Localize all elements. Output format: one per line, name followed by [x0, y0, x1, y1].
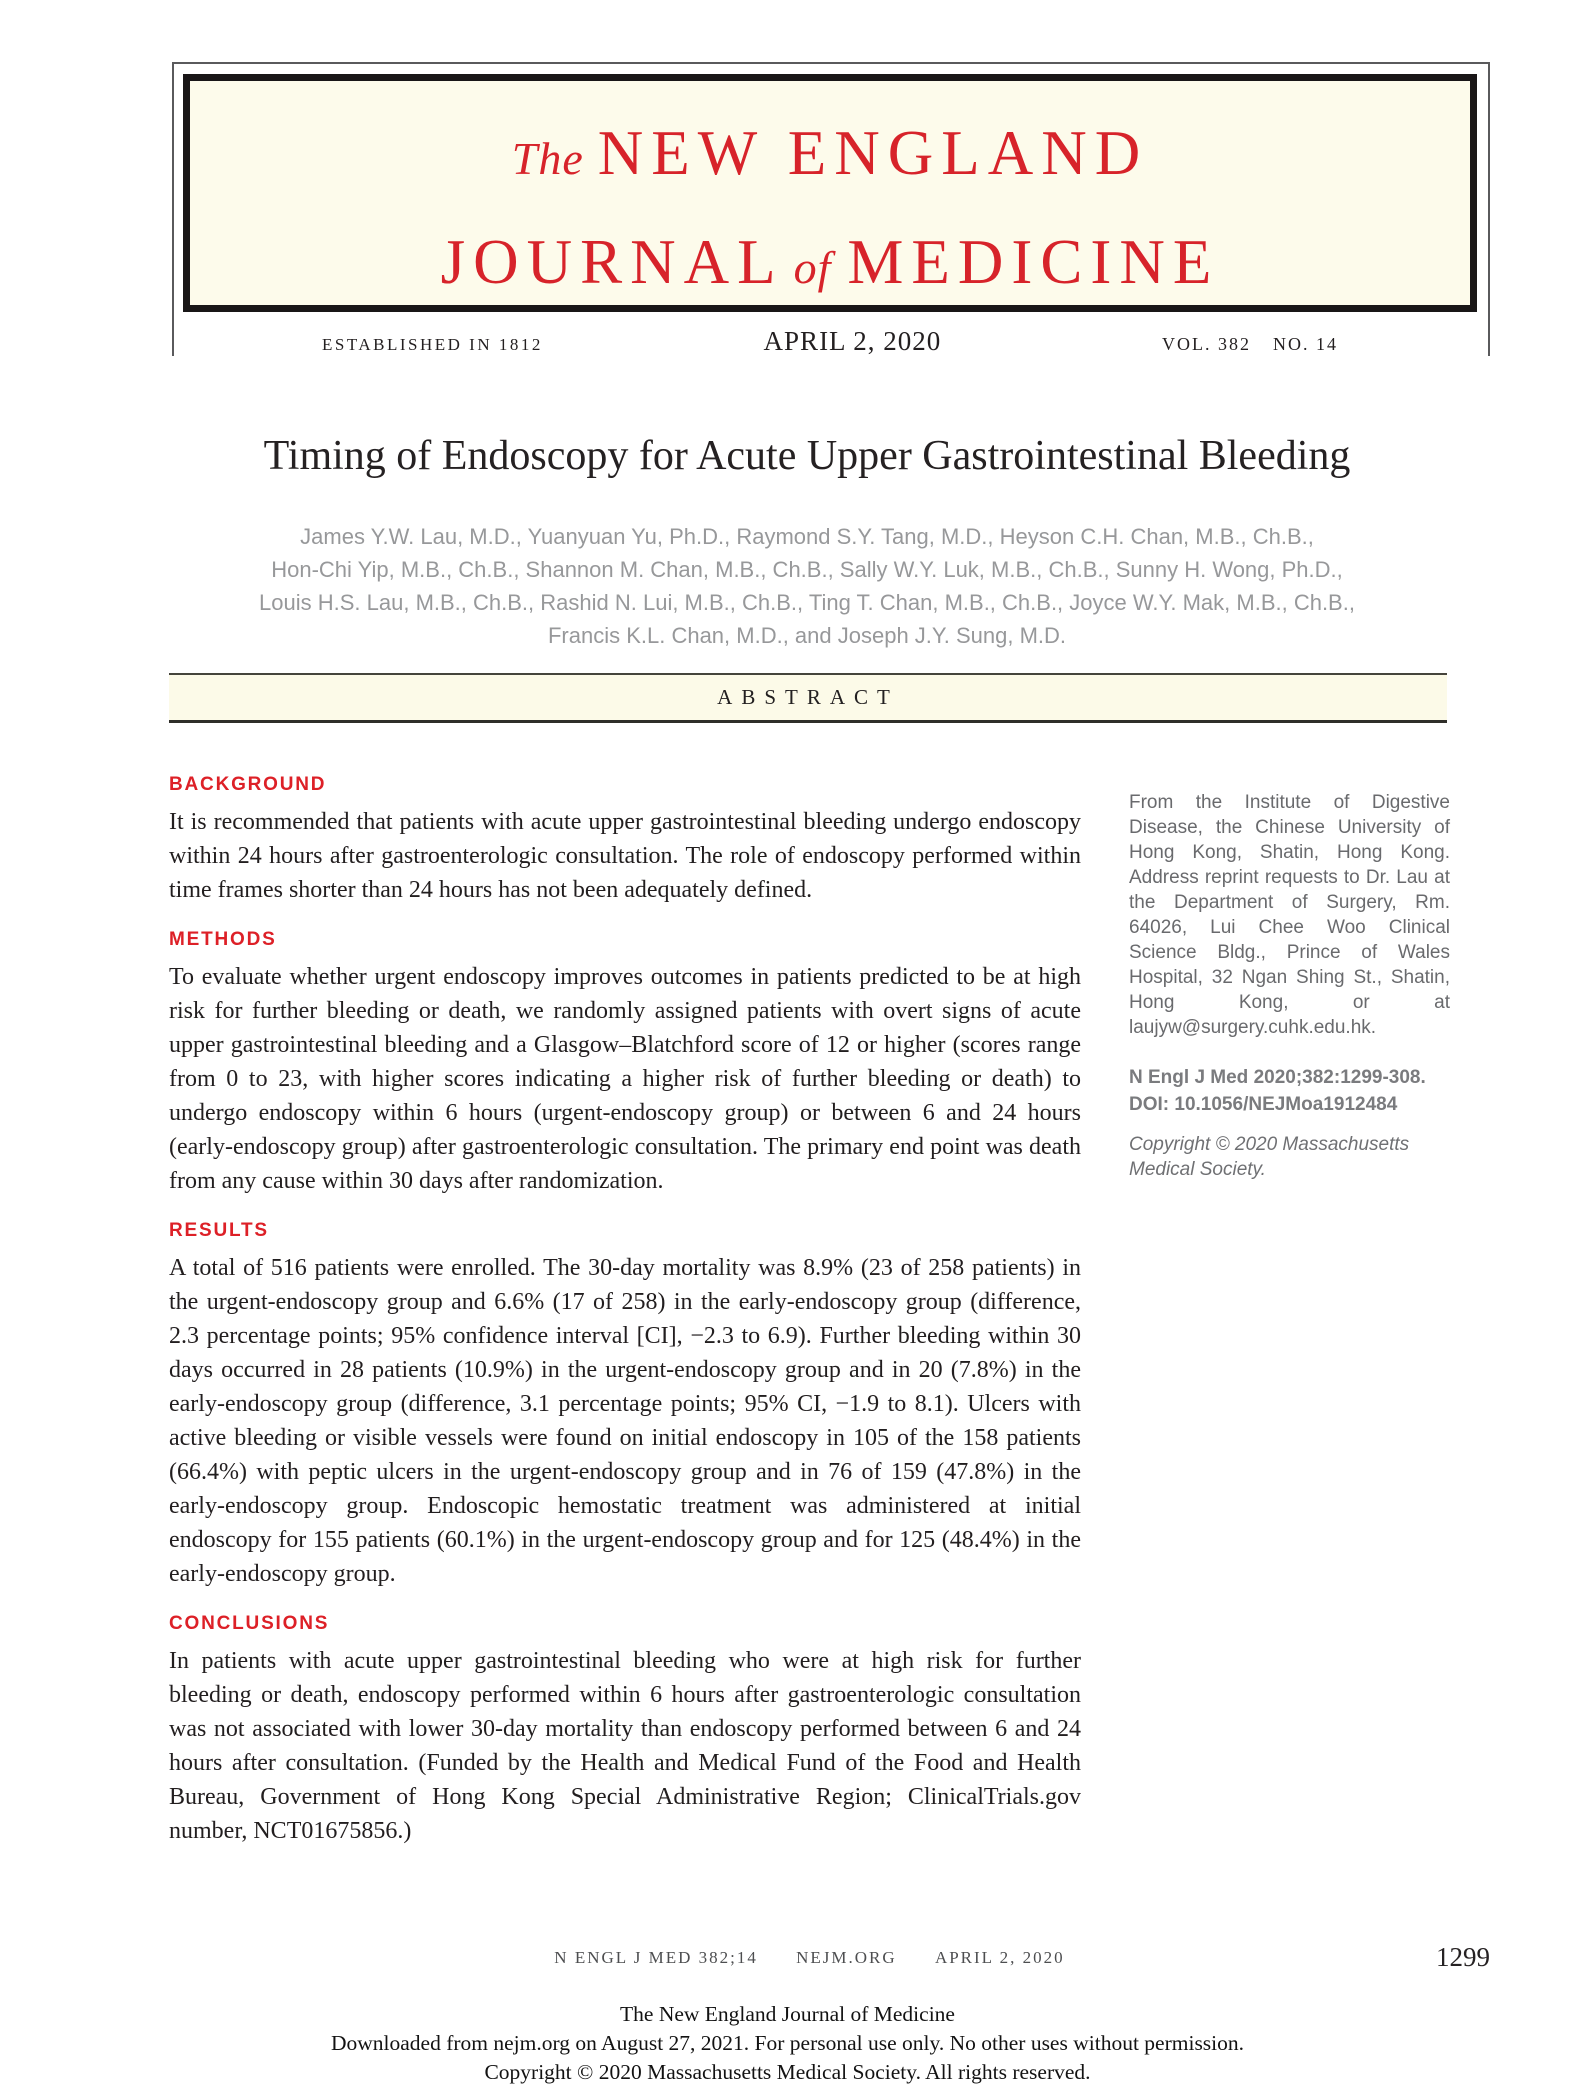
issue-dateline: [172, 326, 1488, 357]
footer-site: NEJM.ORG: [796, 1948, 897, 1967]
abstract-column: [169, 764, 1081, 1848]
footer-citation: N ENGL J MED 382;14: [554, 1948, 758, 1967]
volume-label: VOL. 382: [1162, 334, 1251, 354]
abstract-label: ABSTRACT: [717, 685, 899, 709]
running-footer: [169, 1948, 1450, 1968]
number-label: NO. 14: [1273, 334, 1338, 354]
author-line: Louis H.S. Lau, M.B., Ch.B., Rashid N. Lui, M.B., Ch.B., Ting T. Chan, M.B., Ch.B., Joyce W.Y. Mak, M.B., Ch.B.,: [259, 590, 1355, 615]
doi-line: DOI: 10.1056/NEJMoa1912484: [1129, 1094, 1398, 1115]
provenance-journal: The New England Journal of Medicine: [620, 2002, 955, 2026]
masthead-line-1: [190, 107, 1470, 216]
masthead-medicine: MEDICINE: [847, 227, 1220, 297]
masthead-of: of: [793, 242, 832, 293]
masthead-line-2: [190, 216, 1470, 325]
section-heading-methods: METHODS: [169, 929, 277, 950]
section-heading-results: RESULTS: [169, 1220, 269, 1241]
article-title: Timing of Endoscopy for Acute Upper Gastrointestinal Bleeding: [263, 433, 1351, 479]
section-conclusions: [169, 1613, 1081, 1848]
main-content: [169, 764, 1450, 1848]
page-number: 1299: [1436, 1942, 1490, 1972]
section-text-background: It is recommended that patients with acute upper gastrointestinal bleeding undergo endoscopy within 24 hours after gastroenterologic consultation. The role of endoscopy performed within time frames shorter than 24 hours has not been adequately defined.: [169, 809, 1081, 903]
section-text-methods: To evaluate whether urgent endoscopy improves outcomes in patients predicted to be at high risk for further bleeding or death, we randomly assigned patients with overt signs of acute upper gastrointestinal bleeding and a Glasgow–Blatchford score of 12 or higher (scores range from 0 to 23, with higher scores indicating a higher risk of further bleeding or death) to undergo endoscopy within 6 hours (urgent-endoscopy group) or between 6 and 24 hours (early-endoscopy group) after gastroenterologic consultation. The primary end point was death from any cause within 30 days after randomization.: [169, 964, 1081, 1194]
section-background: [169, 774, 1081, 907]
section-heading-background: BACKGROUND: [169, 774, 327, 795]
masthead-new-england: NEW ENGLAND: [597, 118, 1149, 188]
author-line: Hon-Chi Yip, M.B., Ch.B., Shannon M. Chan, M.B., Ch.B., Sally W.Y. Luk, M.B., Ch.B., Sunny H. Wong, Ph.D.,: [271, 557, 1343, 582]
masthead: [183, 74, 1477, 312]
provenance-download: Downloaded from nejm.org on August 27, 2021. For personal use only. No other uses without permission.: [330, 2031, 1245, 2055]
download-provenance: [0, 2000, 1575, 2087]
issue-date: APRIL 2, 2020: [763, 326, 942, 356]
volume-number: [1162, 334, 1338, 355]
frame-rule-top: [172, 62, 1490, 64]
section-heading-conclusions: CONCLUSIONS: [169, 1613, 330, 1634]
affiliation-note: From the Institute of Digestive Disease, the Chinese University of Hong Kong, Shatin, Hong Kong. Address reprint requests to Dr. Lau at the Department of Surgery, Rm. 64026, Lui Chee Woo Clinical Science Bldg., Prince of Wales Hospital, 32 Ngan Shing St., Shatin, Hong Kong, or at laujyw@surgery.cuhk.edu.hk.: [1129, 792, 1450, 1038]
section-text-conclusions: In patients with acute upper gastrointestinal bleeding who were at high risk for further bleeding or death, endoscopy performed within 6 hours after gastroenterologic consultation was not associated with lower 30-day mortality than endoscopy performed between 6 and 24 hours after consultation. (Funded by the Health and Medical Fund of the Food and Health Bureau, Government of Hong Kong Special Administrative Region; ClinicalTrials.gov number, NCT01675856.): [169, 1648, 1081, 1844]
frame-rule-left: [172, 62, 174, 356]
established-label: ESTABLISHED IN 1812: [322, 335, 543, 354]
section-methods: [169, 929, 1081, 1198]
section-results: [169, 1220, 1081, 1591]
masthead-journal: JOURNAL: [440, 227, 784, 297]
footer-date: APRIL 2, 2020: [934, 1948, 1065, 1967]
abstract-band: [169, 673, 1447, 723]
masthead-the: The: [511, 133, 584, 184]
correspondence-sidebar: [1105, 764, 1450, 1848]
section-text-results: A total of 516 patients were enrolled. The 30-day mortality was 8.9% (23 of 258 patients) in the urgent-endoscopy group and 6.6% (17 of 258) in the early-endoscopy group (difference, 2.3 percentage points; 95% confidence interval [CI], −2.3 to 6.9). Further bleeding within 30 days occurred in 28 patients (10.9%) in the urgent-endoscopy group and in 20 (7.8%) in the early-endoscopy group (difference, 3.1 percentage points; 95% CI, −1.9 to 8.1). Ulcers with active bleeding or visible vessels were found on initial endoscopy in 105 of the 158 patients (66.4%) with peptic ulcers in the urgent-endoscopy group and in 76 of 159 (47.8%) in the early-endoscopy group. Endoscopic hemostatic treatment was administered at initial endoscopy for 155 patients (60.1%) in the urgent-endoscopy group and for 125 (48.4%) in the early-endoscopy group.: [169, 1255, 1081, 1587]
provenance-copyright: Copyright © 2020 Massachusetts Medical Society. All rights reserved.: [484, 2060, 1091, 2084]
author-line: James Y.W. Lau, M.D., Yuanyuan Yu, Ph.D., Raymond S.Y. Tang, M.D., Heyson C.H. Chan, M.B., Ch.B.,: [300, 524, 1314, 549]
author-list: [112, 520, 1502, 652]
copyright-line: Copyright © 2020 Massachusetts Medical Society.: [1129, 1134, 1410, 1180]
author-line: Francis K.L. Chan, M.D., and Joseph J.Y. Sung, M.D.: [547, 623, 1067, 648]
citation-line: N Engl J Med 2020;382:1299-308.: [1129, 1067, 1426, 1088]
frame-rule-right: [1488, 62, 1490, 356]
